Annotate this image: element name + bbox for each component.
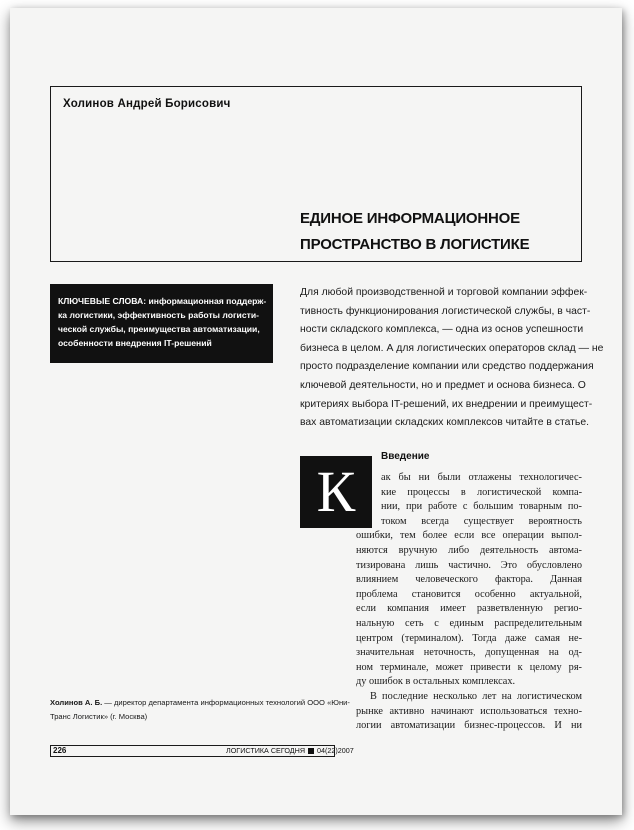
- body-line: логии автоматизации бизнес-процессов. И ни: [356, 720, 582, 732]
- keywords-line: особенности внедрения IT-решений: [58, 338, 212, 348]
- author-name: Холинов Андрей Борисович: [63, 98, 231, 110]
- keywords-line: ка логистики, эффективность работы логисти-: [58, 310, 259, 320]
- body-line: няются вручную либо деятельность автома-: [356, 545, 582, 556]
- article-title-line: ПРОСТРАНСТВО В ЛОГИСТИКЕ: [300, 236, 530, 253]
- author-note-bold: Холинов А. Б.: [50, 698, 103, 707]
- body-line: кие процессы в логистической компа-: [381, 486, 582, 498]
- body-line: ошибки, тем более если все операции выпол-: [356, 530, 582, 542]
- body-line: нальную сеть с единым распределительным: [356, 618, 582, 629]
- lead-line: тивность функционирования логистической службы, в част-: [300, 305, 591, 317]
- lead-line: ключевой деятельности, но и предмет и основа бизнеса. О: [300, 379, 586, 391]
- author-note-line: [50, 696, 350, 710]
- lead-line: бизнеса в целом. А для логистических операторов склад — не: [300, 342, 604, 354]
- lead-paragraph: [300, 284, 604, 433]
- section-heading: Введение: [381, 451, 430, 462]
- lead-line: критериях выбора IT-решений, их внедрении и преимущест-: [300, 398, 593, 410]
- article-title-line: ЕДИНОЕ ИНФОРМАЦИОННОЕ: [300, 210, 520, 227]
- body-line: ду ошибок в остальных комплексах.: [356, 676, 516, 688]
- drop-cap: К: [300, 456, 372, 528]
- body-line: проблема становится особенно актуальной,: [356, 588, 582, 600]
- body-line: ном терминале, может привести к целому ря-: [356, 661, 582, 673]
- body-line: тизирована лишь частично. Это обусловлено: [356, 559, 582, 571]
- keywords-box: [50, 284, 273, 363]
- author-note-rest: — директор департамента информационных технологий ООО «Юни-: [102, 698, 350, 707]
- journal-name: ЛОГИСТИКА СЕГОДНЯ: [226, 746, 306, 755]
- journal-footer: [226, 746, 354, 755]
- author-note: [50, 696, 350, 724]
- body-line: рынке активно начинают использоваться техно-: [356, 705, 582, 717]
- lead-line: вах автоматизации складских комплексов читайте в статье.: [300, 417, 589, 429]
- square-bullet-icon: [308, 748, 314, 754]
- body-line: В последние несколько лет на логистическом: [370, 691, 582, 702]
- lead-line: ности складского комплекса, — одна из основ успешности: [300, 324, 584, 336]
- keywords-line: КЛЮЧЕВЫЕ СЛОВА: информационная поддерж-: [58, 296, 267, 306]
- lead-line: просто подразделение компании или средство поддержания: [300, 361, 594, 373]
- journal-issue: 04(22)2007: [317, 746, 354, 755]
- author-note-line: Транс Логистик» (г. Москва): [50, 712, 148, 721]
- page-number: 226: [53, 746, 67, 755]
- body-line: током всегда существует вероятность: [381, 515, 582, 527]
- body-line: нии, при работе с большим товарным по-: [381, 501, 582, 513]
- article-title: [300, 206, 570, 258]
- lead-line: Для любой производственной и торговой компании эффек-: [300, 287, 588, 298]
- body-line: влиянием человеческого фактора. Данная: [356, 574, 582, 586]
- body-line: если компания имеет разветвленную регио-: [356, 603, 582, 615]
- body-line: ак бы ни были отлажены технологичес-: [381, 472, 582, 483]
- body-line: значительная неточность, допущенная на од-: [356, 647, 582, 659]
- body-line: центром (терминалом). Тогда даже самая не-: [356, 632, 582, 644]
- keywords-line: ческой службы, преимущества автоматизации,: [58, 324, 260, 334]
